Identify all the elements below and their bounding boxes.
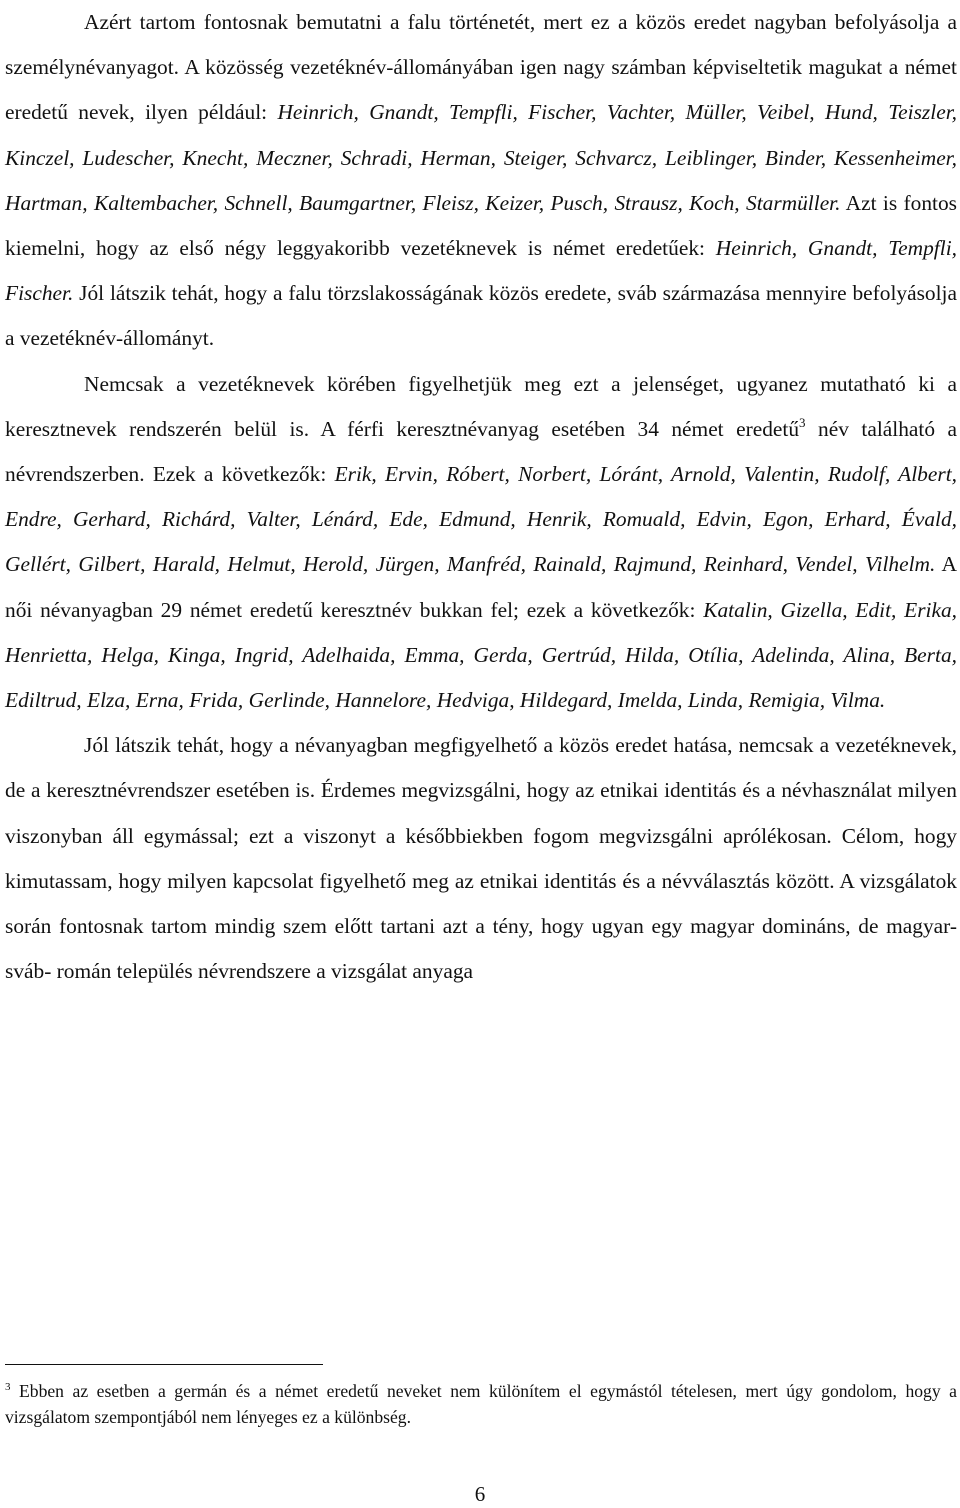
paragraph-1: [5, 0, 957, 362]
footnote-divider: [5, 1364, 323, 1365]
female-name-list: Katalin, Gizella, Edit, Erika, Henrietta, Helga, Kinga, Ingrid, Adelhaida, Emma, Gerda, Gertrúd, Hilda, Otília, Adelinda, Alina, Berta, Ediltrud, Elza, Erna, Frida, Gerlinde, Hannelore, Hedviga, Hildegard, Imelda, Linda, Remigia, Vilma.: [5, 597, 957, 713]
paragraph-2: [5, 362, 957, 724]
paragraph-2-text-b: név található a névrendszerben. Ezek a következők:: [5, 416, 957, 487]
paragraph-3-text: Jól látszik tehát, hogy a névanyagban megfigyelhető a közös eredet hatása, nemcsak a vezetéknevek, de a keresztnévrendszer esetében is. Érdemes megvizsgálni, hogy az etnikai identitás és a névhasználat milyen viszonyban áll egymással; ezt a viszonyt a későbbiekben fogom megvizsgálni aprólékosan. Célom, hogy kimutassam, hogy milyen kapcsolat figyelhető meg az etnikai identitás és a névválasztás között. A vizsgálatok során fontosnak tartom mindig szem előtt tartani azt a tény, hogy ugyan egy magyar domináns, de magyar- sváb- román település névrendszere a vizsgálat anyaga: [5, 733, 957, 984]
footnote-number: 3: [5, 1381, 11, 1393]
paragraph-1-text-a: Azért tartom fontosnak bemutatni a falu történetét, mert ez a közös eredet nagyban befolyásolja a személynévanyagot. A közösség vezetéknév-állományában igen nagy számban képviseltetik magukat a német eredetű nevek, ilyen például:: [5, 10, 957, 125]
page-number: 6: [474, 1482, 486, 1506]
footnote: [5, 1378, 957, 1430]
paragraph-2-text-a: Nemcsak a vezetéknevek körében figyelhetjük meg ezt a jelenséget, ugyanez mutatható ki a keresztnevek rendszerén belül is. A férfi keresztnévanyag esetében 34 német eredetű: [5, 371, 957, 441]
surname-list: Heinrich, Gnandt, Tempfli, Fischer, Vachter, Müller, Veibel, Hund, Teiszler, Kinczel, Ludescher, Knecht, Meczner, Schradi, Herman, Steiger, Schvarcz, Leiblinger, Binder, Kessenheimer, Hartman, Kaltembacher, Schnell, Baumgartner, Fleisz, Keizer, Pusch, Strausz, Koch, Starmüller.: [5, 100, 957, 215]
male-name-list: Erik, Ervin, Róbert, Norbert, Lóránt, Arnold, Valentin, Rudolf, Albert, Endre, Gerhard, Richárd, Valter, Lénárd, Ede, Edmund, Henrik, Romuald, Edvin, Egon, Erhard, Évald, Gellért, Gilbert, Harald, Helmut, Herold, Jürgen, Manfréd, Rainald, Rajmund, Reinhard, Vendel, Vilhelm.: [5, 462, 957, 577]
top-surname-list: Heinrich, Gnandt, Tempfli, Fischer.: [5, 236, 957, 306]
document-page: [5, 0, 957, 994]
footnote-reference[interactable]: 3: [799, 414, 806, 430]
paragraph-3: [5, 723, 957, 994]
paragraph-2-text-c: A női névanyagban 29 német eredetű keresztnév bukkan fel; ezek a következők:: [5, 552, 957, 622]
paragraph-1-text-b: Azt is fontos kiemelni, hogy az első négy leggyakoribb vezetéknevek is német eredetűek:: [5, 190, 957, 261]
footnote-text: Ebben az esetben a germán és a német eredetű neveket nem különítem el egymástól tételesen, mert úgy gondolom, hogy a vizsgálatom szempontjából nem lényeges ez a különbség.: [5, 1381, 957, 1427]
paragraph-1-text-c: Jól látszik tehát, hogy a falu törzslakosságának közös eredete, sváb származása mennyire befolyásolja a vezetéknév-állományt.: [5, 281, 957, 351]
